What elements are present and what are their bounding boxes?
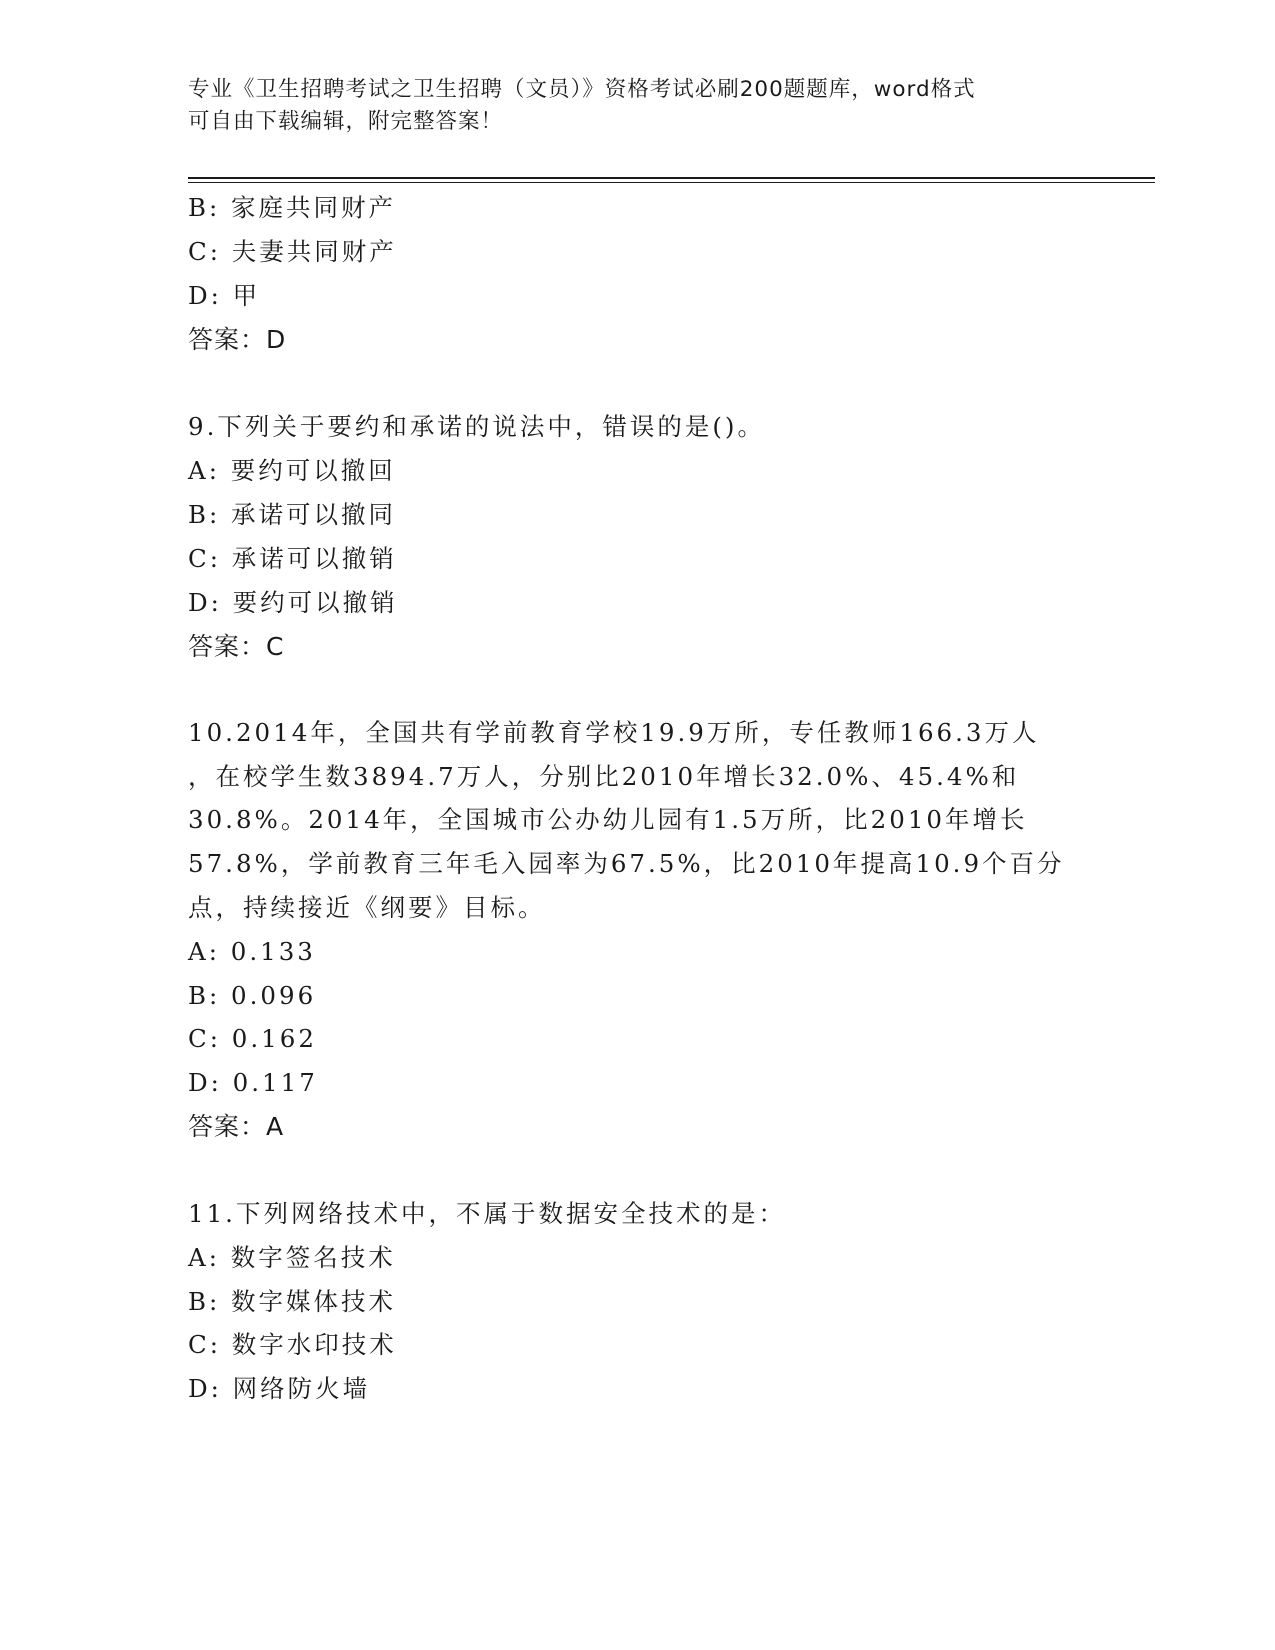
q9-stem: 9.下列关于要约和承诺的说法中，错误的是()。 [188, 412, 765, 441]
q9-option-c: C: 承诺可以撤销 [188, 544, 397, 573]
q10-stem-line-1: 10.2014年，全国共有学前教育学校19.9万所，专任教师166.3万人 [188, 718, 1040, 747]
q10-stem-line-2: ，在校学生数3894.7万人，分别比2010年增长32.0%、45.4%和 [188, 762, 1020, 791]
q10-option-c: C: 0.162 [188, 1024, 317, 1053]
q11-option-d: D: 网络防火墙 [188, 1374, 371, 1403]
q10-option-d: D: 0.117 [188, 1068, 318, 1097]
q8-option-d: D: 甲 [188, 281, 261, 310]
document-header [188, 74, 1068, 138]
q10-option-b: B: 0.096 [188, 981, 317, 1010]
q10-option-a: A: 0.133 [188, 937, 316, 966]
q8-option-c: C: 夫妻共同财产 [188, 237, 397, 266]
q9-option-d: D: 要约可以撤销 [188, 588, 398, 617]
q8-answer: 答案：D [188, 325, 287, 354]
q9-option-b: B: 承诺可以撤同 [188, 500, 397, 529]
header-title-line-2: 可自由下载编辑，附完整答案！ [188, 109, 504, 134]
q10-answer: 答案：A [188, 1112, 285, 1141]
q10-stem-line-4: 57.8%，学前教育三年毛入园率为67.5%，比2010年提高10.9个百分 [188, 849, 1065, 878]
header-title-line-1: 专业《卫生招聘考试之卫生招聘（文员）》资格考试必刷200题题库，word格式 [188, 77, 976, 102]
q11-option-b: B: 数字媒体技术 [188, 1287, 397, 1316]
q8-option-b: B: 家庭共同财产 [188, 193, 397, 222]
q11-option-a: A: 数字签名技术 [188, 1243, 396, 1272]
q11-stem: 11.下列网络技术中，不属于数据安全技术的是： [188, 1199, 786, 1228]
header-divider-thin [188, 182, 1155, 183]
q9-option-a: A: 要约可以撤回 [188, 456, 396, 485]
q11-option-c: C: 数字水印技术 [188, 1330, 397, 1359]
header-divider-thick [188, 177, 1155, 179]
q9-answer: 答案：C [188, 632, 285, 661]
q10-stem-line-3: 30.8%。2014年，全国城市公办幼儿园有1.5万所，比2010年增长 [188, 805, 1028, 834]
q10-stem-line-5: 点，持续接近《纲要》目标。 [188, 893, 546, 922]
